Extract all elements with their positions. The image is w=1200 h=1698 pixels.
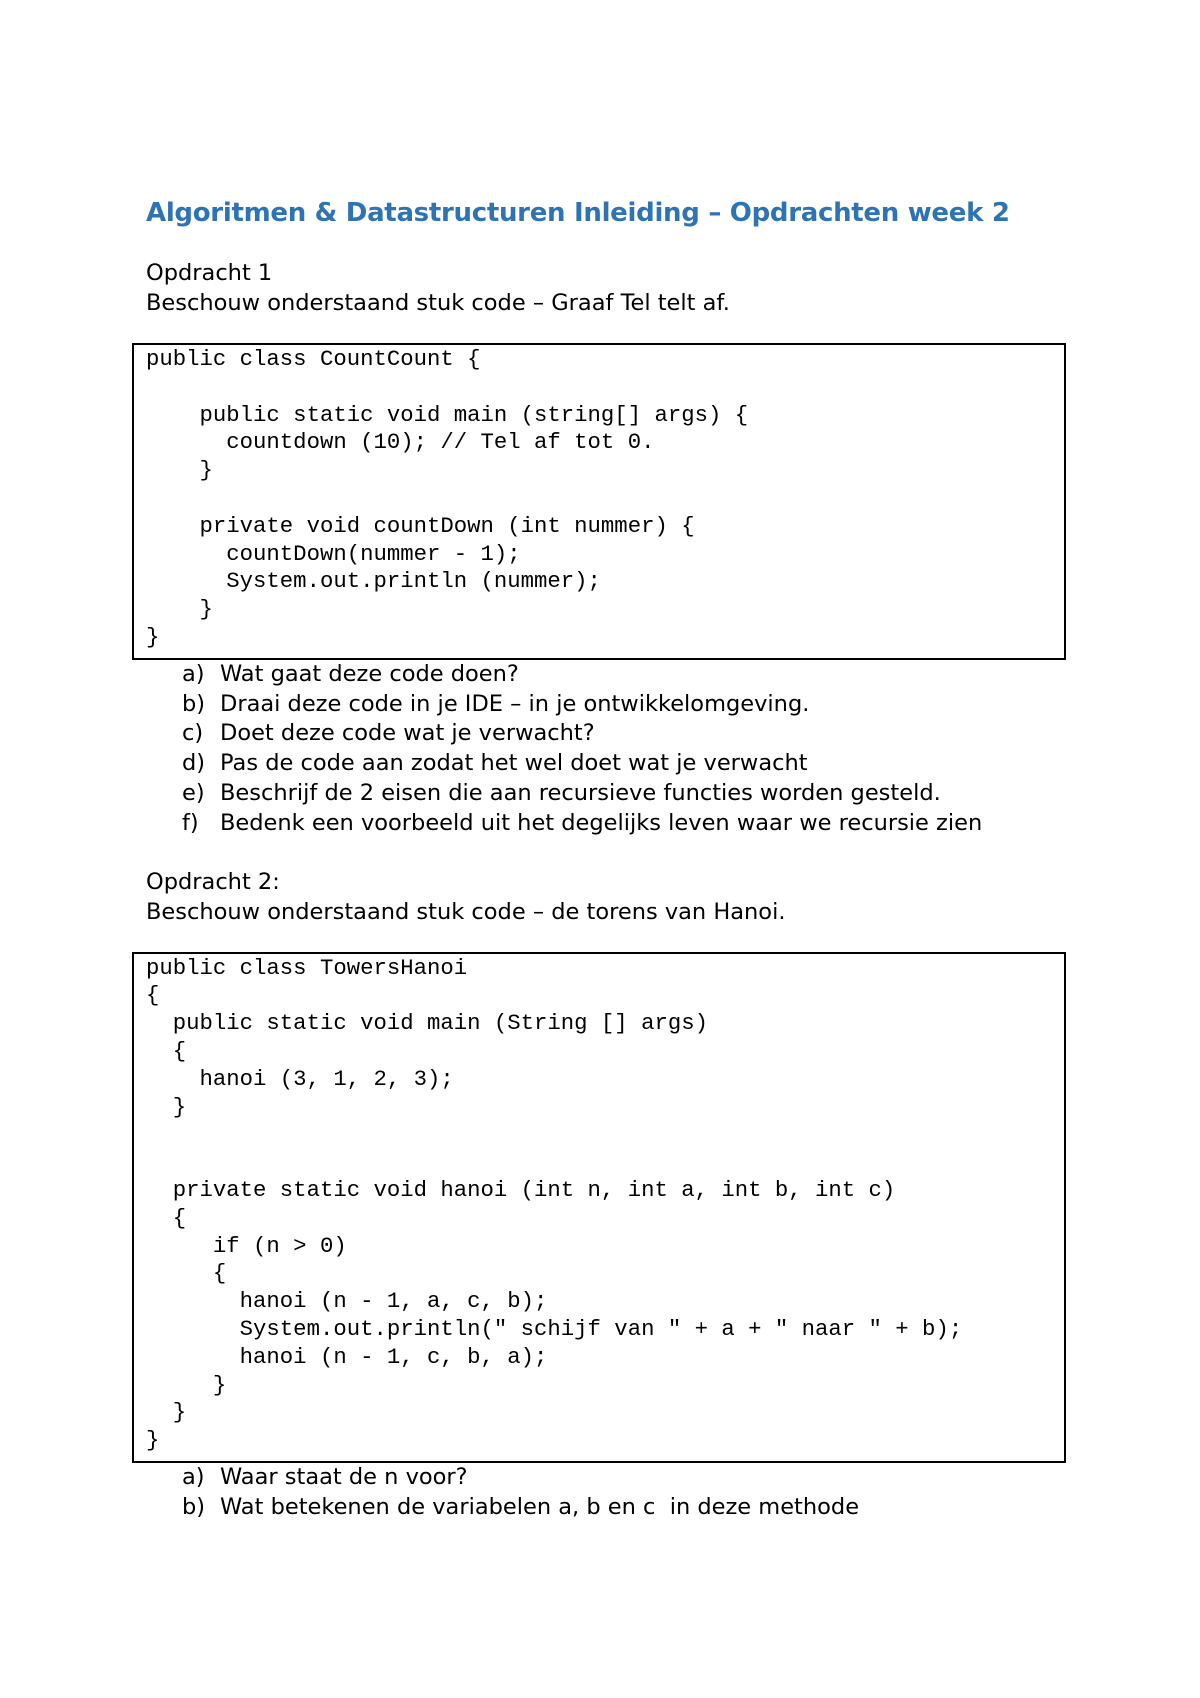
question-text: Beschrijf de 2 eisen die aan recursieve functies worden gesteld.: [220, 779, 941, 806]
list-item: [182, 779, 1070, 809]
question-letter: e): [182, 779, 205, 806]
question-text: Wat betekenen de variabelen a, b en c in deze methode: [220, 1493, 860, 1520]
code-listing-towershanoi: public class TowersHanoi { public static void main (String [] args) { hanoi (3, 1, 2, 3); } private static void hanoi (int n, int a, int b, int c) { if (n > 0) { hanoi (n - 1, a, c, b); System.out.println(" schijf van " + a + " naar " + b); hanoi (n - 1, c, b, a); } } }: [146, 954, 963, 1454]
question-letter: a): [182, 660, 205, 687]
question-letter: a): [182, 1463, 205, 1490]
assignment-1-questions: [146, 660, 1070, 839]
question-letter: c): [182, 720, 204, 747]
document-page: [146, 198, 1070, 1522]
question-text: Waar staat de n voor?: [220, 1463, 468, 1490]
list-item: [182, 1493, 1070, 1523]
code-listing-countcount: public class CountCount { public static void main (string[] args) { countdown (10); // Tel af tot 0. } private void countDown (int nummer) { countDown(nummer - 1); System.out.println (nummer); } }: [146, 346, 749, 650]
question-letter: d): [182, 750, 206, 777]
assignment-1: [146, 258, 1070, 839]
list-item: [182, 660, 1070, 690]
assignment-2-intro: Beschouw onderstaand stuk code – de torens van Hanoi.: [146, 898, 786, 925]
assignment-2: [146, 867, 1070, 1523]
question-letter: b): [182, 690, 206, 717]
assignment-2-heading: Opdracht 2:: [146, 868, 280, 895]
list-item: [182, 809, 1070, 839]
question-text: Pas de code aan zodat het wel doet wat je verwacht: [220, 750, 808, 777]
question-text: Wat gaat deze code doen?: [220, 660, 519, 687]
list-item: [182, 1463, 1070, 1493]
assignment-1-heading: Opdracht 1: [146, 260, 273, 286]
question-text: Doet deze code wat je verwacht?: [220, 720, 595, 747]
list-item: [182, 719, 1070, 749]
question-text: Bedenk een voorbeeld uit het degelijks leven waar we recursie zien: [220, 809, 983, 836]
document-title: Algoritmen & Datastructuren Inleiding – Opdrachten week 2: [146, 198, 1010, 228]
code-block-towershanoi: [132, 952, 1066, 1463]
list-item: [182, 690, 1070, 720]
assignment-2-questions: [146, 1463, 1070, 1523]
assignment-1-intro: Beschouw onderstaand stuk code – Graaf Tel telt af.: [146, 290, 730, 316]
question-letter: b): [182, 1493, 206, 1520]
code-block-countcount: [132, 343, 1066, 660]
list-item: [182, 749, 1070, 779]
question-text: Draai deze code in je IDE – in je ontwikkelomgeving.: [220, 690, 810, 717]
question-letter: f): [182, 809, 199, 836]
